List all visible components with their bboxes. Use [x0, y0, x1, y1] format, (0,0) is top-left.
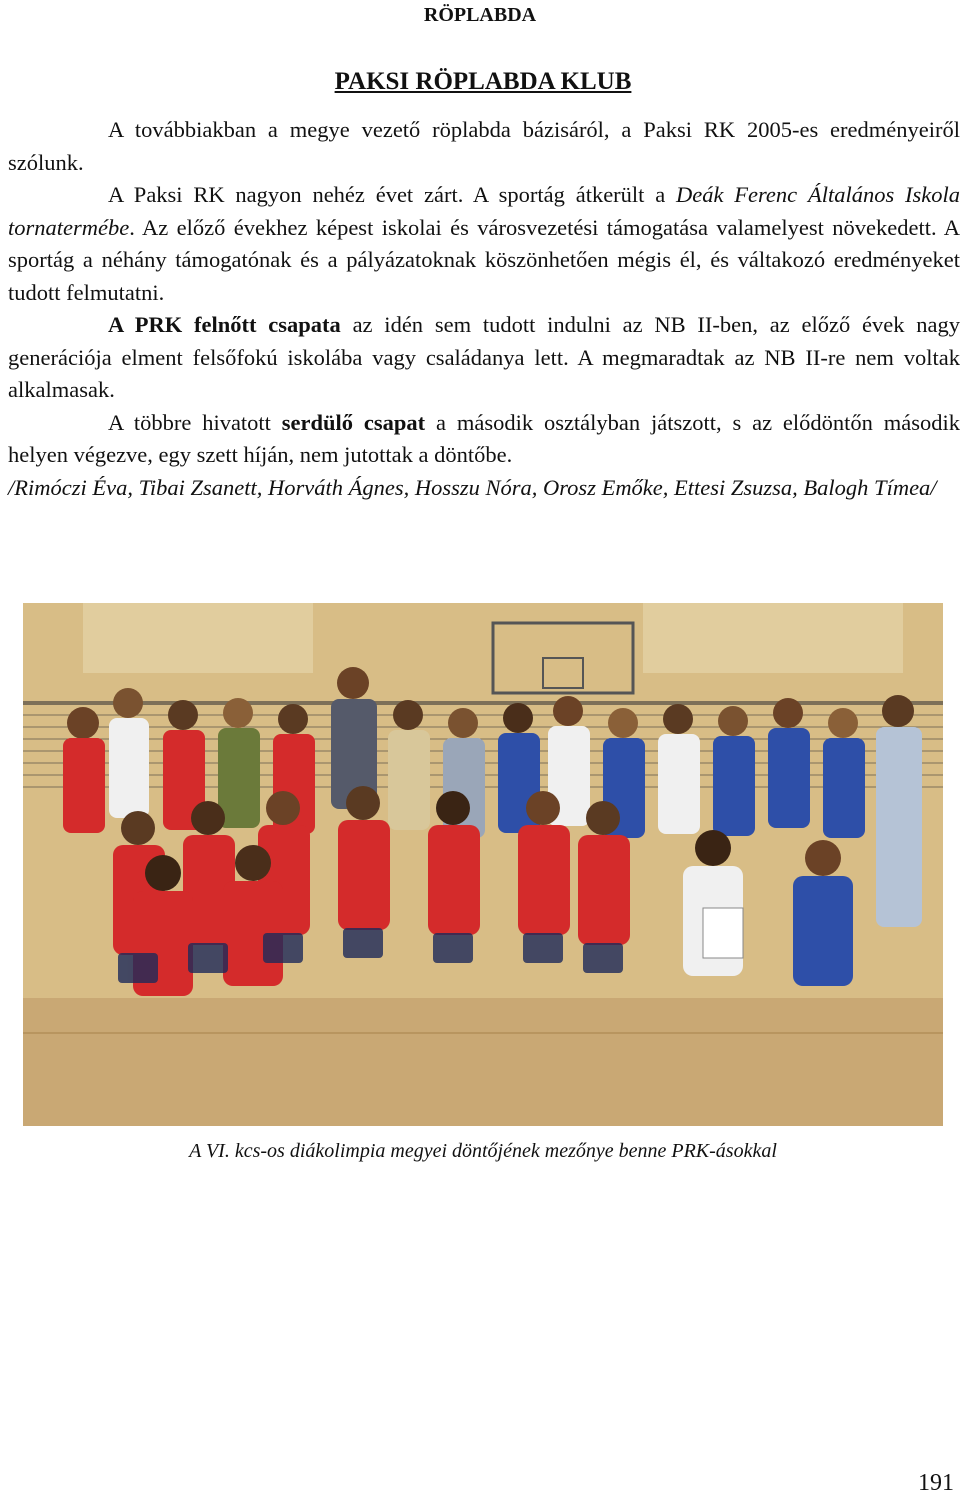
youth-team-text-start: A többre hivatott	[108, 409, 282, 435]
team-photo-illustration	[23, 603, 943, 1126]
adult-team-text: az idén sem tudott indulni az NB II-ben, az előző évek nagy generációja elment felsőfokú iskolába vagy családanya lett. A megmaradtak az NB II-re nem voltak alkalmasak.	[8, 312, 960, 402]
team-photo	[23, 603, 943, 1126]
paragraph-venue	[8, 179, 960, 309]
paragraph-adult-team	[8, 309, 960, 407]
venue-text-end: . Az előző évekhez képest iskolai és városvezetési támogatása valamelyest növekedett. A sportág a néhány támogatónak és a pályázatoknak köszönhetően mégis él, és váltakozó eredményeket tudott felmutatni.	[8, 214, 960, 305]
youth-team-label: serdülő csapat	[281, 409, 426, 435]
player-names: /Rimóczi Éva, Tibai Zsanett, Horváth Ágnes, Hosszu Nóra, Orosz Emőke, Ettesi Zsuzsa, Balogh Tímea/	[8, 474, 937, 500]
adult-team-label: A PRK felnőtt csapata	[108, 312, 341, 337]
page-number: 191	[918, 1470, 954, 1496]
venue-text-start: A Paksi RK nagyon nehéz évet zárt. A sportág átkerült a	[108, 182, 677, 207]
section-header: RÖPLABDA	[423, 4, 537, 26]
paragraph-intro: A továbbiakban a megye vezető röplabda bázisáról, a Paksi RK 2005-es eredményeiről szólunk.	[8, 117, 960, 175]
article-title: PAKSI RÖPLABDA KLUB	[334, 68, 632, 95]
paragraph-youth-team	[8, 407, 960, 472]
article-body	[8, 114, 960, 504]
youth-team-text-end: a második osztályban játszott, s az elődöntőn második helyen végezve, egy szett híján, nem jutottak a döntőbe.	[8, 409, 960, 467]
school-name: Deák Ferenc Általános Iskola tornatermébe	[8, 182, 960, 240]
photo-caption: A VI. kcs-os diákolimpia megyei döntőjének mezőnye benne PRK-ásokkal	[189, 1140, 777, 1162]
